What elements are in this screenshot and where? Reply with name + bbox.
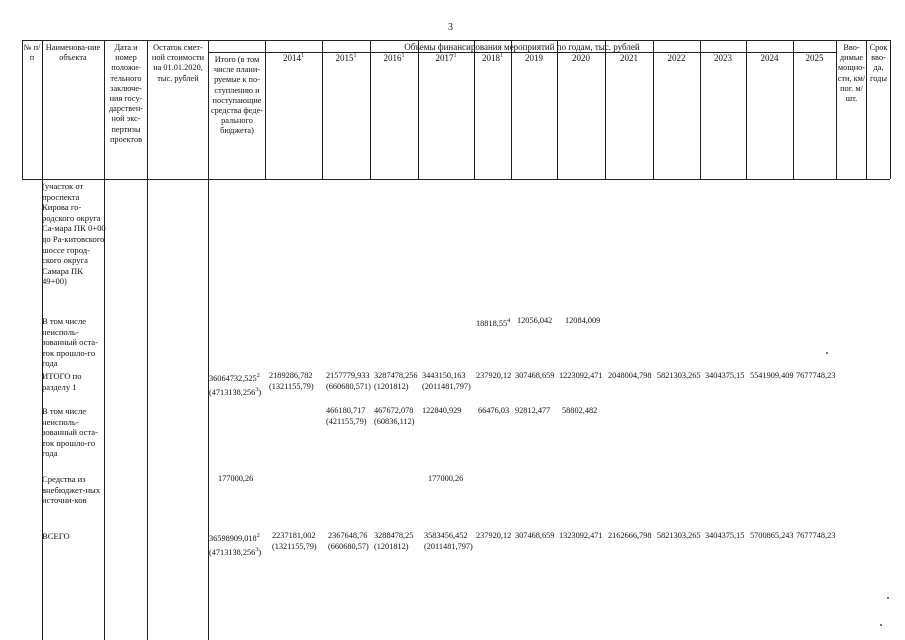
vsego-2016: 3288478,25 (1201812) [374,531,414,551]
vsego-2019: 307468,659 [515,531,555,540]
header-number: № п/п [23,43,41,63]
itogo-2024: 5541909,409 [750,371,794,380]
row-unused-2020: 12084,009 [565,316,601,325]
itogo-2019: 307468,659 [515,371,555,380]
itogo-2021: 2048004,798 [608,371,652,380]
header-expertise-date: Дата и номер положи-тельного заключе-ния госу-дарствен-ной экс-пертизы проектов [108,43,144,144]
itogo-2025: 7677748,23 [796,371,836,380]
header-year-2022: 2022 [667,53,686,63]
header-year-2024: 2024 [760,53,779,63]
header-financing-group: Объемы финансирования мероприятий по годам, тыс. рублей [404,42,640,52]
itogo-2016: 3287478,256 (1201812) [374,371,418,391]
unused2-2020: 58802,482 [562,406,598,415]
itogo-total: 36064732,525$^2$ (4713138,256$^3$) [209,373,262,397]
row-unused-remainder-label: В том числе неисполь-зованный оста-ток прошло-го года [42,316,98,369]
vsego-2017: 3583456,452 (2011481,797) [424,531,473,551]
scan-speck [880,624,882,626]
header-remainder: Остаток смет-ной стоимости на 01.01.2020, тыс. рублей [151,43,205,83]
vsego-2024: 5700865,243 [750,531,794,540]
row-extra-budget-label: Средства из внебюджет-ных источни-ков [42,474,101,506]
header-capacity: Вво-димые мощно-сти, км/ пог. м/шт. [837,43,866,104]
object-name-continuation: (участок от проспекта Кирова го-родского округа Са-мара ПК 0+00 до Ра-китовского шоссе город-ского округа Самара ПК 49+00) [42,181,106,287]
vsego-2020: 1323092,471 [559,531,603,540]
page-number: 3 [448,22,453,33]
vsego-2018: 237920,12 [476,531,512,540]
header-year-2023: 2023 [714,53,732,63]
scan-speck [826,352,828,354]
unused2-2018: 66476,03 [478,406,510,415]
header-term: Срок вво-да, годы [869,43,888,83]
extra-total: 177000,26 [218,474,254,483]
row-unused-2019: 12056,042 [517,316,553,325]
vsego-2025: 7677748,23 [796,531,836,540]
vsego-total: 36598909,018$^2$ (4713138,256$^3$) [209,533,262,557]
header-year-2021: 2021 [620,53,638,63]
header-year-2019: 2019 [525,53,543,63]
unused2-2019: 92812,477 [515,406,551,415]
header-year-2017: 2017$^1$ [435,53,457,63]
header-total: Итого (в том числе плани-руемые к по-ступлению и поступающие средства феде-рального бюджета) [210,55,264,136]
row-unused-remainder-2-label: В том числе неисполь-зованный оста-ток прошло-го года [42,406,98,459]
itogo-2015: 2157779,933 (660680,571) [326,371,371,391]
itogo-2023: 3404375,15 [705,371,745,380]
row-unused-2018: 18818,55$^4$ [476,318,511,328]
header-object-name: Наименова-ние объекта [45,43,101,63]
itogo-2022: 5821303,265 [657,371,701,380]
header-year-2018: 2018$^1$ [482,53,503,63]
itogo-2020: 1223092,471 [559,371,603,380]
vsego-2021: 2162666,798 [608,531,652,540]
extra-2017: 177000,26 [428,474,464,483]
itogo-2017: 3443150,163 (2011481,797) [422,371,471,391]
row-vsego-label: ВСЕГО [42,531,70,541]
row-itogo-label: ИТОГО по разделу 1 [42,371,82,392]
header-year-2016: 2016$^1$ [383,53,405,63]
unused2-2017: 122840,929 [422,406,462,415]
header-year-2015: 2015$^1$ [335,53,357,63]
vsego-2014: 2237181,002 (1321155,79) [272,531,317,551]
header-year-2020: 2020 [572,53,590,63]
itogo-2014: 2189286,782 (1321155,79) [269,371,314,391]
unused2-2015: 466180,717 (421155,79) [326,406,367,426]
itogo-2018: 237920,12 [476,371,512,380]
vsego-2015: 2367648,76 (660680,57) [328,531,369,551]
vsego-2022: 5821303,265 [657,531,701,540]
scan-speck [887,597,889,599]
header-year-2014: 2014$^1$ [283,53,304,63]
header-year-2025: 2025 [805,53,824,63]
unused2-2016: 467672,078 (60836,112) [374,406,415,426]
vsego-2023: 3404375,15 [705,531,745,540]
